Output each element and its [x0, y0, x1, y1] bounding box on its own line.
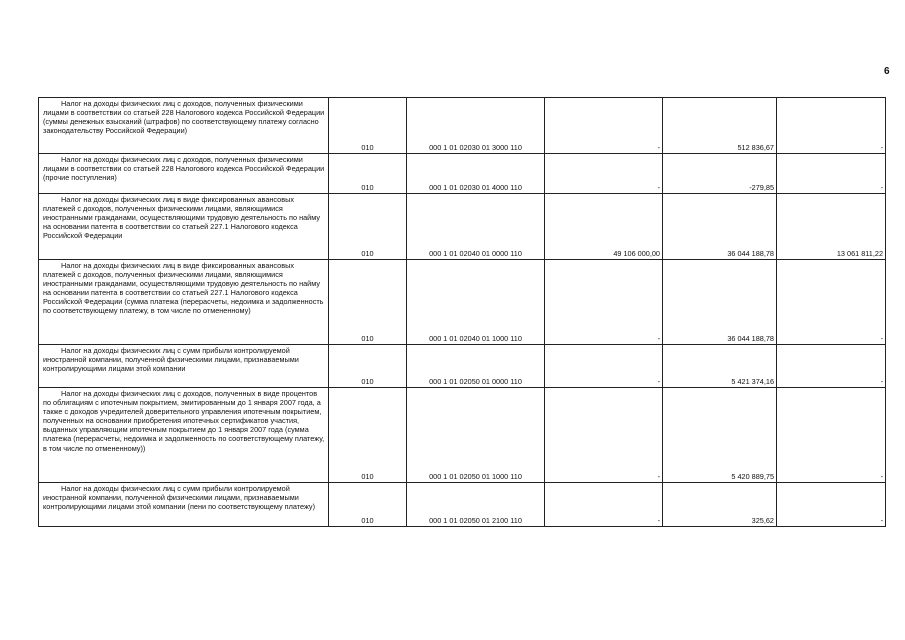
table-row [39, 98, 886, 154]
row-unexecuted: 13 061 811,22 [777, 194, 886, 260]
row-unexecuted: - [777, 388, 886, 483]
table-row [39, 388, 886, 483]
row-approved: - [545, 98, 663, 154]
row-line-code: 010 [329, 388, 407, 483]
row-line-code: 010 [329, 483, 407, 527]
row-name: Налог на доходы физических лиц с доходов, полученных в виде процентов по облигациям с ипотечным покрытием, эмитированным до 1 января 2007 года, а также с доходов учредителей доверительного управления ипотечным покрытием, полученных на основании приобретения ипотечных сертификатов участия, выданных управляющим ипотечным покрытием до 1 января 2007 года (сумма платежа (перерасчеты, недоимка и задолженность по соответствующему платежу, в том числе по отмененному)) [39, 388, 329, 483]
row-approved: - [545, 483, 663, 527]
row-name: Налог на доходы физических лиц в виде фиксированных авансовых платежей с доходов, полученных физическими лицами, являющимися иностранными гражданами, осуществляющими трудовую деятельность по найму на основании патента в соответствии со статьей 227.1 Налогового кодекса Российской Федерации [39, 194, 329, 260]
row-unexecuted: - [777, 260, 886, 345]
table-row [39, 194, 886, 260]
row-executed: -279,85 [663, 154, 777, 194]
row-executed: 325,62 [663, 483, 777, 527]
table-row [39, 483, 886, 527]
row-approved: - [545, 345, 663, 388]
row-kbk-code: 000 1 01 02040 01 1000 110 [407, 260, 545, 345]
table-row [39, 154, 886, 194]
row-kbk-code: 000 1 01 02030 01 3000 110 [407, 98, 545, 154]
row-kbk-code: 000 1 01 02050 01 1000 110 [407, 388, 545, 483]
row-approved: - [545, 154, 663, 194]
row-unexecuted: - [777, 154, 886, 194]
row-name: Налог на доходы физических лиц в виде фиксированных авансовых платежей с доходов, полученных физическими лицами, являющимися иностранными гражданами, осуществляющими трудовую деятельность по найму на основании патента в соответствии со статьей 227.1 Налогового кодекса Российской Федерации (сумма платежа (перерасчеты, недоимка и задолженность по соответствующему платежу, в том числе по отмененному) [39, 260, 329, 345]
row-executed: 5 420 889,75 [663, 388, 777, 483]
row-approved: 49 106 000,00 [545, 194, 663, 260]
income-report-table [38, 97, 886, 527]
row-approved: - [545, 260, 663, 345]
row-name: Налог на доходы физических лиц с сумм прибыли контролируемой иностранной компании, полученной физическими лицами, признаваемыми контролирующими лицами этой компании [39, 345, 329, 388]
row-line-code: 010 [329, 154, 407, 194]
row-unexecuted: - [777, 483, 886, 527]
row-line-code: 010 [329, 345, 407, 388]
row-executed: 5 421 374,16 [663, 345, 777, 388]
table-row [39, 345, 886, 388]
row-unexecuted: - [777, 345, 886, 388]
row-kbk-code: 000 1 01 02050 01 2100 110 [407, 483, 545, 527]
page-number: 6 [884, 66, 890, 77]
row-executed: 36 044 188,78 [663, 194, 777, 260]
row-line-code: 010 [329, 260, 407, 345]
row-approved: - [545, 388, 663, 483]
row-name: Налог на доходы физических лиц с сумм прибыли контролируемой иностранной компании, полученной физическими лицами, признаваемыми контролирующими лицами этой компании (пени по соответствующему платежу) [39, 483, 329, 527]
row-kbk-code: 000 1 01 02040 01 0000 110 [407, 194, 545, 260]
row-name: Налог на доходы физических лиц с доходов, полученных физическими лицами в соответствии со статьей 228 Налогового кодекса Российской Федерации (прочие поступления) [39, 154, 329, 194]
row-kbk-code: 000 1 01 02030 01 4000 110 [407, 154, 545, 194]
row-executed: 36 044 188,78 [663, 260, 777, 345]
row-line-code: 010 [329, 194, 407, 260]
row-executed: 512 836,67 [663, 98, 777, 154]
row-name: Налог на доходы физических лиц с доходов, полученных физическими лицами в соответствии со статьей 228 Налогового кодекса Российской Федерации (суммы денежных взысканий (штрафов) по соответствующему платежу согласно законодательству Российской Федерации) [39, 98, 329, 154]
row-line-code: 010 [329, 98, 407, 154]
row-unexecuted: - [777, 98, 886, 154]
table-row [39, 260, 886, 345]
row-kbk-code: 000 1 01 02050 01 0000 110 [407, 345, 545, 388]
